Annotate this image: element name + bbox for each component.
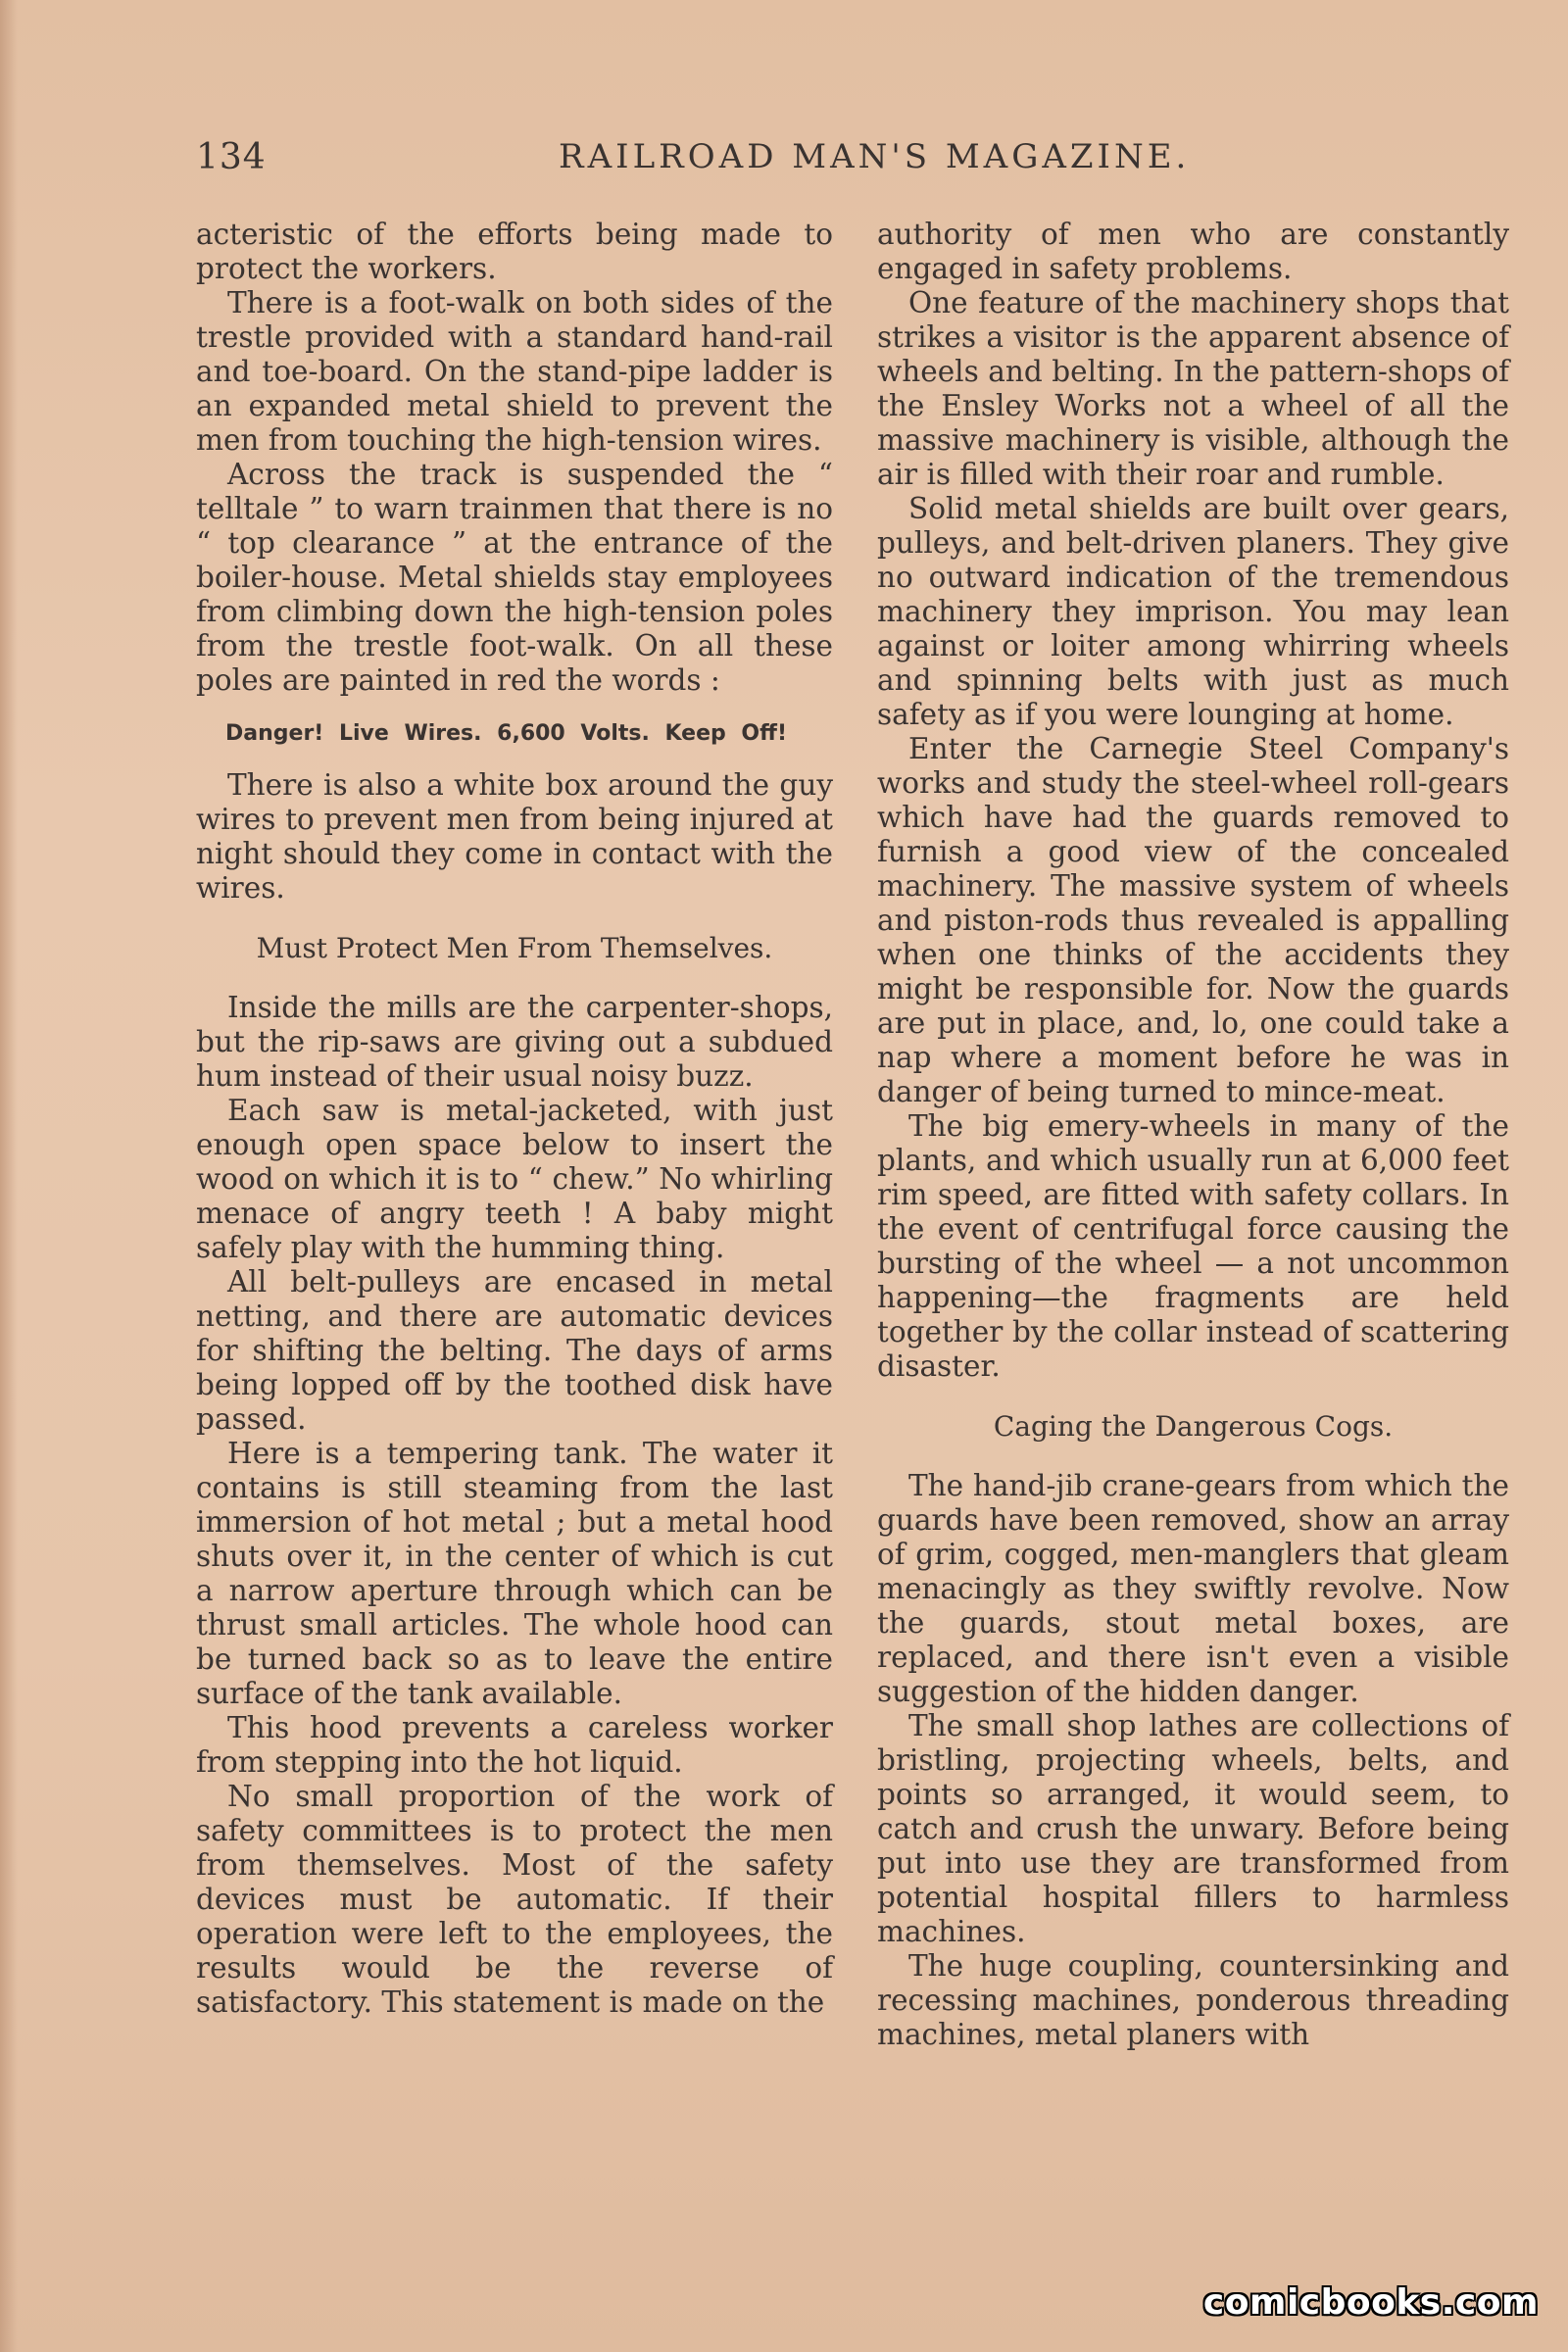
paragraph: Enter the Carnegie Steel Company's works and study the steel-wheel roll-gears which have had the guards removed to furnish a good view of the concealed machinery. The massive system of wheels and piston-rods thus revealed is appalling when one thinks of the accidents they might be responsible for. Now the guards are put in place, and, lo, one could take a nap where a moment before he was in danger of being turned to mince-meat.	[877, 732, 1509, 1108]
right-column	[877, 218, 1509, 2052]
paragraph: One feature of the machinery shops that strikes a visitor is the apparent absence of wheels and belting. In the pattern-shops of the Ensley Works not a wheel of all the massive machinery is visible, although the air is filled with their roar and rumble.	[877, 286, 1509, 491]
paragraph: The hand-jib crane-gears from which the guards have been removed, show an array of grim, cogged, men-manglers that gleam menacingly as they swiftly revolve. Now the guards, stout metal boxes, are replaced, and there isn't even a visible suggestion of the hidden danger.	[877, 1469, 1509, 1708]
running-title: RAILROAD MAN'S MAGAZINE.	[559, 137, 1191, 176]
paragraph: acteristic of the efforts being made to protect the workers.	[196, 218, 833, 285]
paragraph: No small proportion of the work of safety committees is to protect the men from themselves. Most of the safety devices must be automatic. If their operation were left to the employees, the results would be the reverse of satisfactory. This statement is made on the	[196, 1780, 833, 2019]
paragraph: authority of men who are constantly engaged in safety problems.	[877, 218, 1509, 285]
paragraph: There is also a white box around the guy wires to prevent men from being injured at night should they come in contact with the wires.	[196, 768, 833, 905]
section-subhead: Must Protect Men From Themselves.	[256, 932, 773, 964]
left-column	[196, 218, 833, 2020]
paragraph: Inside the mills are the carpenter-shops, but the rip-saws are giving out a subdued hum instead of their usual noisy buzz.	[196, 991, 833, 1093]
danger-notice: Danger! Live Wires. 6,600 Volts. Keep Off!	[225, 721, 787, 746]
paragraph: Here is a tempering tank. The water it contains is still steaming from the last immersion of hot metal ; but a metal hood shuts over it, in the center of which is cut a narrow aperture through which can be thrust small articles. The whole hood can be turned back so as to leave the entire surface of the tank available.	[196, 1437, 833, 1710]
paragraph: The huge coupling, countersinking and recessing machines, ponderous threading machines, metal planers with	[877, 1949, 1509, 2051]
paragraph: All belt-pulleys are encased in metal netting, and there are automatic devices for shifting the belting. The days of arms being lopped off by the toothed disk have passed.	[196, 1265, 833, 1436]
paragraph: The big emery-wheels in many of the plants, and which usually run at 6,000 feet rim speed, are fitted with safety collars. In the event of centrifugal force causing the bursting of the wheel — a not uncommon happening—the fragments are held together by the collar instead of scattering disaster.	[877, 1109, 1509, 1383]
paragraph: This hood prevents a careless worker from stepping into the hot liquid.	[196, 1711, 833, 1779]
paragraph: There is a foot-walk on both sides of the trestle provided with a standard hand-rail and toe-board. On the stand-pipe ladder is an expanded metal shield to prevent the men from touching the high-tension wires.	[196, 286, 833, 457]
page-edge-shadow	[0, 0, 18, 2352]
section-subhead: Caging the Dangerous Cogs.	[993, 1410, 1394, 1443]
page-header	[196, 137, 1509, 186]
paragraph: The small shop lathes are collections of bristling, projecting wheels, belts, and points so arranged, it would seem, to catch and crush the unwary. Before being put into use they are transformed from potential hospital fillers to harmless machines.	[877, 1709, 1509, 1948]
paragraph: Each saw is metal-jacketed, with just enough open space below to insert the wood on which it is to “ chew.” No whirling menace of angry teeth ! A baby might safely play with the humming thing.	[196, 1094, 833, 1264]
paragraph: Solid metal shields are built over gears, pulleys, and belt-driven planers. They give no outward indication of the tremendous machinery they imprison. You may lean against or loiter among whirring wheels and spinning belts with just as much safety as if you were lounging at home.	[877, 492, 1509, 731]
paragraph: Across the track is suspended the “ telltale ” to warn trainmen that there is no “ top clearance ” at the entrance of the boiler-house. Metal shields stay employees from climbing down the high-tension poles from the trestle foot-walk. On all these poles are painted in red the words :	[196, 458, 833, 697]
site-watermark: comicbooks.com	[1202, 2282, 1539, 2323]
page-number: 134	[196, 137, 267, 177]
